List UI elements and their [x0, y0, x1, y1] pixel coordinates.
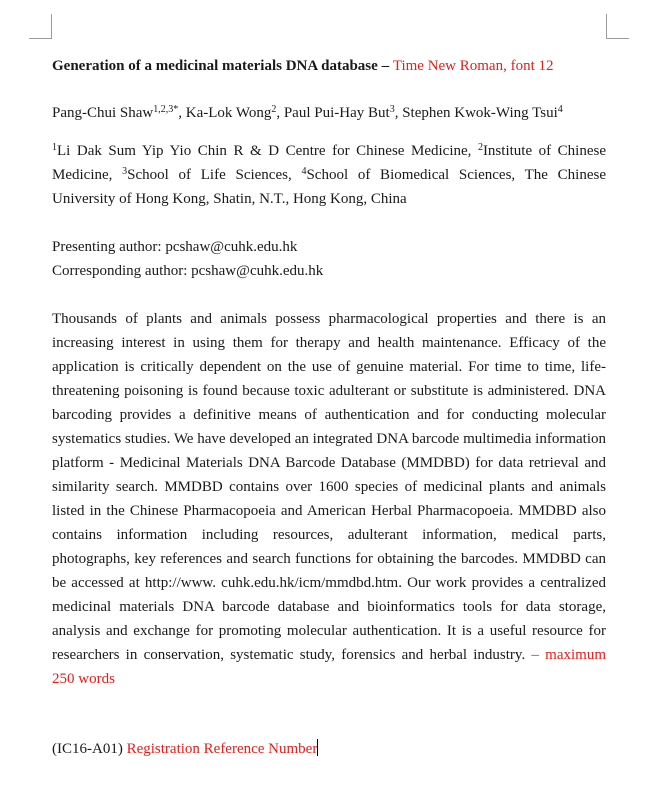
title-separator: –: [377, 58, 393, 74]
presenting-author: Presenting author: pcshaw@cuhk.edu.hk: [52, 239, 298, 255]
abstract-body: Thousands of plants and animals possess pharmacological properties and there is an increasing interest in using them for therapy and health maintenance. Efficacy of the application is critically dependent on the use of genuine material. For time to time, life-threatening poisoning is found because toxic adulterant or substitute is administered. DNA barcoding provides a definitive means of authentication and for conducting molecular systematics studies. We have developed an integrated DNA barcode multimedia information platform - Medicinal Materials DNA Barcode Database (MMDBD) for data retrieval and similarity search. MMDBD contains over 1600 species of medicinal plants and animals listed in the Chinese Pharmacopoeia and American Herbal Pharmacopoeia. MMDBD also contains information including resources, adulterant information, medical parts, photographs, key references and search functions for obtaining the barcodes. MMDBD can be accessed at http://www. cuhk.edu.hk/icm/mmdbd.htm. Our work provides a centralized medicinal materials DNA barcode database and bioinformatics tools for data storage, analysis and exchange for promoting molecular authentication. It is a useful resource for researchers in conservation, systematic study, forensics and herbal industry.: [52, 311, 606, 663]
title-text[interactable]: Generation of a medicinal materials DNA database: [52, 58, 378, 74]
author-affiliation-mark: 4: [557, 104, 563, 115]
author-list[interactable]: Pang-Chui Shaw$^{1,2,3*}$, Ka-Lok Wong$^2$, Paul Pui-Hay But$^3$, Stephen Kwok-Wing Tsui$^4$: [52, 104, 563, 121]
affiliation-mark: 1: [52, 142, 57, 153]
author-name: Paul Pui-Hay But: [283, 105, 390, 121]
affiliation-mark: 2: [477, 142, 483, 153]
affiliation-text: School of Life Sciences,: [127, 167, 302, 183]
text-cursor: [317, 739, 318, 756]
word-limit-note: – maximum 250 words: [52, 647, 606, 687]
crop-mark-top-right: [606, 14, 629, 39]
affiliation-mark: 4: [301, 166, 307, 177]
affiliation-text: School of Biomedical Sciences, The Chinese University of Hong Kong, Shatin, N.T., Hong Kong, China: [52, 167, 606, 207]
author-affiliation-mark: 1,2,3*: [153, 104, 179, 115]
reference-line[interactable]: [52, 738, 606, 760]
paper-title[interactable]: [52, 56, 606, 76]
author-affiliation-mark: 3: [389, 104, 395, 115]
reference-code: (IC16-A01): [52, 741, 127, 757]
affiliations[interactable]: [52, 139, 606, 211]
crop-mark-top-left: [29, 14, 52, 39]
author-affiliation-mark: 2: [271, 104, 277, 115]
reference-note: Registration Reference Number: [126, 741, 318, 757]
author-name: Pang-Chui Shaw: [52, 105, 154, 121]
author-name: Ka-Lok Wong: [185, 105, 272, 121]
contact-block[interactable]: [52, 235, 606, 283]
affiliation-text: Li Dak Sum Yip Yio Chin R & D Centre for Chinese Medicine,: [57, 143, 478, 159]
affiliation-mark: 3: [122, 166, 128, 177]
corresponding-author: Corresponding author: pcshaw@cuhk.edu.hk: [52, 263, 324, 279]
title-format-note[interactable]: Time New Roman, font 12: [392, 58, 554, 74]
author-name: Stephen Kwok-Wing Tsui: [402, 105, 558, 121]
affiliation-text: Institute of Chinese Medicine,: [52, 143, 606, 183]
abstract-paragraph[interactable]: [52, 307, 606, 691]
